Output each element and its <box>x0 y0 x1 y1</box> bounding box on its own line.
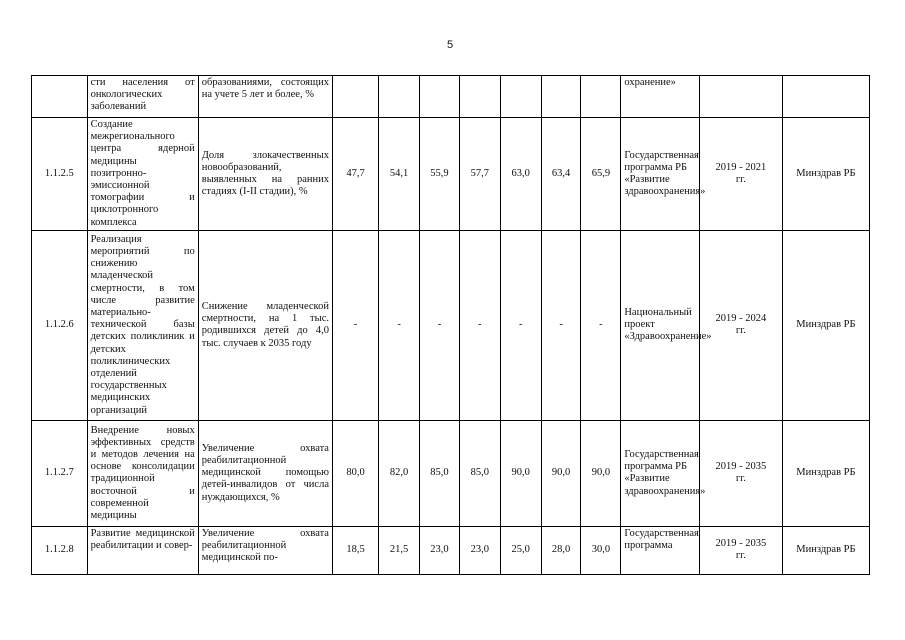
value-cell: 85,0 <box>420 420 460 526</box>
value-cell: 63,4 <box>541 118 581 231</box>
row-code-cell: 1.1.2.5 <box>32 118 88 231</box>
page-number: 5 <box>447 39 454 51</box>
value-cell <box>420 76 460 118</box>
executor-cell: Минздрав РБ <box>782 526 869 574</box>
program-cell: Государственная программа РБ «Развитие здравоохранения» <box>621 118 700 231</box>
value-cell: 80,0 <box>332 420 378 526</box>
table-row <box>32 76 870 118</box>
period-cell <box>699 76 782 118</box>
indicator-cell: Доля злокачественных новообразований, выявленных на ранних стадиях (I-II стадии), % <box>198 118 332 231</box>
program-cell: Национальный проект «Здравоохранение» <box>621 230 700 420</box>
value-cell <box>500 76 541 118</box>
value-cell: 90,0 <box>541 420 581 526</box>
measure-cell: сти населения от онкологических заболеваний <box>87 76 198 118</box>
measure-cell: Реализация мероприятий по снижению младенческой смертности, в том числе развитие материально-технической базы детских поликлиник и детских поликлинических отделений государственных медицинских организаций <box>87 230 198 420</box>
value-cell <box>332 76 378 118</box>
executor-cell: Минздрав РБ <box>782 230 869 420</box>
value-cell: 23,0 <box>459 526 500 574</box>
value-cell: - <box>581 230 621 420</box>
value-cell: - <box>459 230 500 420</box>
value-cell: - <box>420 230 460 420</box>
value-cell: 18,5 <box>332 526 378 574</box>
measures-table <box>31 75 870 575</box>
value-cell: 55,9 <box>420 118 460 231</box>
value-cell: 47,7 <box>332 118 378 231</box>
period-cell: 2019 - 2021 гг. <box>699 118 782 231</box>
value-cell: - <box>541 230 581 420</box>
table-row <box>32 420 870 526</box>
executor-cell: Минздрав РБ <box>782 118 869 231</box>
row-code-cell: 1.1.2.6 <box>32 230 88 420</box>
row-code-cell: 1.1.2.7 <box>32 420 88 526</box>
program-cell: Государственная программа <box>621 526 700 574</box>
value-cell: 82,0 <box>379 420 420 526</box>
program-cell: Государственная программа РБ «Развитие здравоохранения» <box>621 420 700 526</box>
value-cell: 54,1 <box>379 118 420 231</box>
row-code-cell <box>32 76 88 118</box>
value-cell: 23,0 <box>420 526 460 574</box>
indicator-cell: Снижение младенческой смертности, на 1 тыс. родившихся детей до 4,0 тыс. случаев к 2035 году <box>198 230 332 420</box>
executor-cell <box>782 76 869 118</box>
value-cell: 30,0 <box>581 526 621 574</box>
period-cell: 2019 - 2024 гг. <box>699 230 782 420</box>
value-cell: 90,0 <box>500 420 541 526</box>
indicator-cell: Увеличение охвата реабилитационной медицинской помощью детей-инвалидов от числа нуждающихся, % <box>198 420 332 526</box>
value-cell: 63,0 <box>500 118 541 231</box>
value-cell <box>379 76 420 118</box>
table-row <box>32 230 870 420</box>
period-cell: 2019 - 2035 гг. <box>699 420 782 526</box>
table-row <box>32 526 870 574</box>
executor-cell: Минздрав РБ <box>782 420 869 526</box>
value-cell <box>541 76 581 118</box>
measure-cell: Создание межрегионального центра ядерной медицины позитронно-эмиссионной томографии и циклотронного комплекса <box>87 118 198 231</box>
value-cell: 25,0 <box>500 526 541 574</box>
value-cell <box>459 76 500 118</box>
value-cell: 21,5 <box>379 526 420 574</box>
period-cell: 2019 - 2035 гг. <box>699 526 782 574</box>
measure-cell: Внедрение новых эффективных средств и методов лечения на основе консолидации традиционной восточной и современной медицины <box>87 420 198 526</box>
value-cell: 90,0 <box>581 420 621 526</box>
measure-cell: Развитие медицинской реабилитации и совер- <box>87 526 198 574</box>
table-row <box>32 118 870 231</box>
value-cell: 28,0 <box>541 526 581 574</box>
row-code-cell: 1.1.2.8 <box>32 526 88 574</box>
program-cell: охранение» <box>621 76 700 118</box>
indicator-cell: образованиями, состоящих на учете 5 лет и более, % <box>198 76 332 118</box>
value-cell: 57,7 <box>459 118 500 231</box>
value-cell: 85,0 <box>459 420 500 526</box>
value-cell: - <box>500 230 541 420</box>
value-cell: - <box>379 230 420 420</box>
value-cell: 65,9 <box>581 118 621 231</box>
value-cell <box>581 76 621 118</box>
indicator-cell: Увеличение охвата реабилитационной медицинской по- <box>198 526 332 574</box>
value-cell: - <box>332 230 378 420</box>
